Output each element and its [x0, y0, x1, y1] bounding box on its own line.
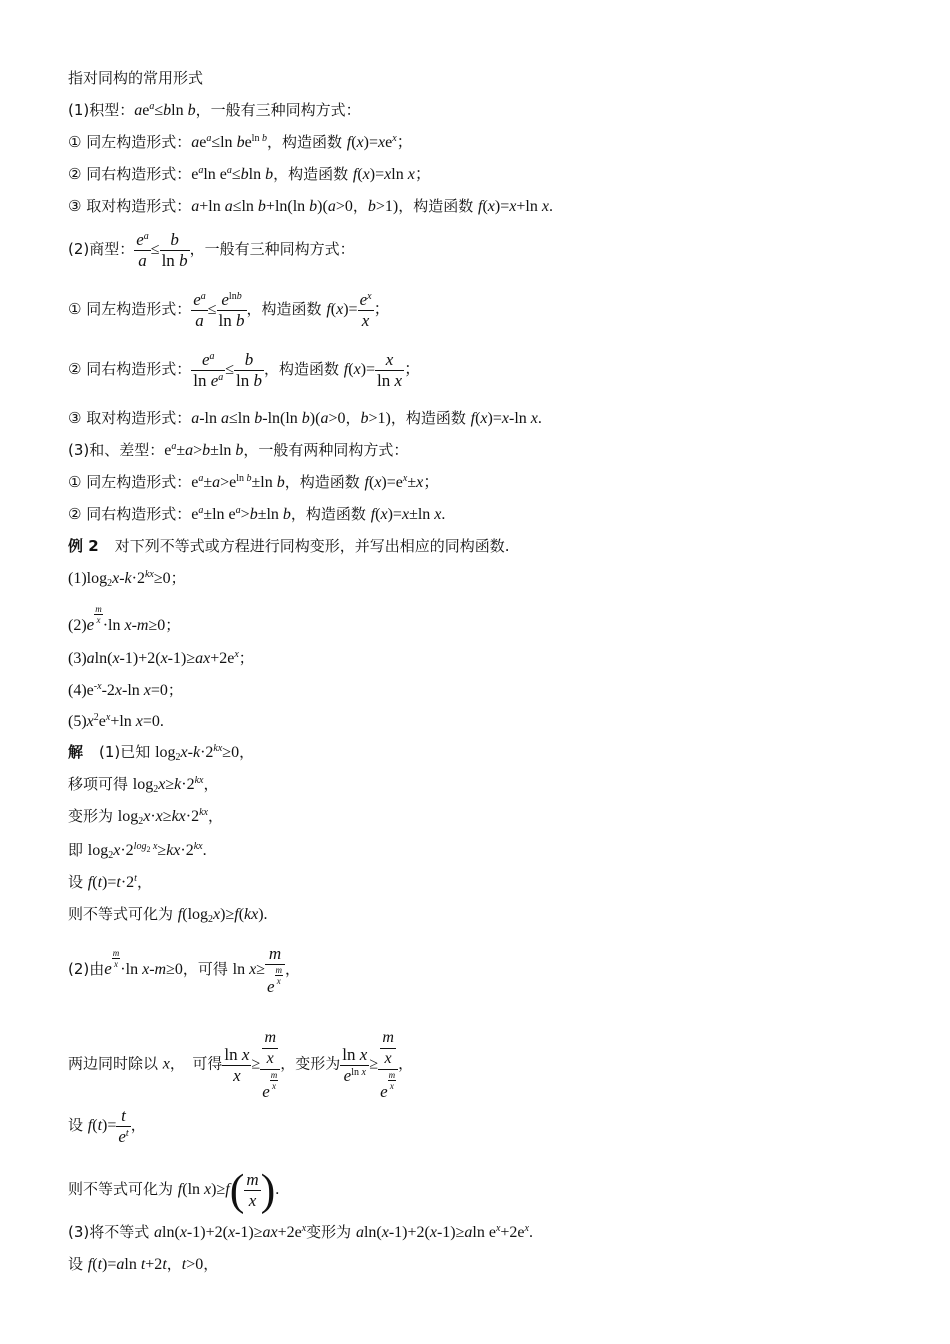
- solution-1-transform: 变形为 $\log_2x\cdot x\ge kx\cdot 2^{kx}$，: [68, 807, 223, 827]
- product-item-1: ① 同左构造形式：$ae^a\le\ln$ $be^{ln b}$，构造函数 $f(x)=xe^x$；: [68, 133, 413, 151]
- example-2: 例 2 对下列不等式或方程进行同构变形，并写出相应的同构函数.: [68, 537, 510, 555]
- solution-1-known: 解 (1)已知 $\log_2x-k\cdot 2^{kx}\ge 0$，: [68, 743, 255, 763]
- quotient-item-2: ② 同右构造形式： $\frac{e^a}{\ln e^a}$ ≤ $\frac{b}{\text{ln b}}$ ，构造函数 f(x)= $\frac{x}{\text{ln x}}$ ；: [68, 350, 421, 390]
- solution-1-i: 即 $\log_2x\cdot 2^{log_2 x}\ge kx\cdot 2^{kx}$.: [68, 841, 207, 861]
- solution-3-transform: (3)将不等式 $aln(x-1)+2(x-1)\ge ax+2e^x$变形为 aln(x-1)+2(x-1)≥aln $e^x+2e^x$.: [68, 1223, 533, 1241]
- solution-3-let: 设 f(t)=aln t+2t，t>0，: [68, 1255, 219, 1273]
- sum-item-2: ② 同右构造形式：$e^a\pm\ln$ $e^a>b\pm\ln$ b，构造函数 f(x)=x±ln x.: [68, 505, 446, 523]
- heading: 指对同构的常用形式: [68, 69, 204, 87]
- sum-item-1: ① 同左构造形式：$e^a\pm a>e^{ln b}\pm\ln$ b，构造函数 $f(x)=e^x\pm x$；: [68, 473, 440, 491]
- example-item-1: $(1)\log_2x-k\cdot 2^{kx}\ge 0$；: [68, 569, 186, 589]
- solution-1-then: 则不等式可化为 $f(\log_2x)\ge f(kx)$.: [68, 905, 268, 925]
- example-item-4: $(4)e^{-x}-2x-\ln$ x=0；: [68, 681, 183, 699]
- quotient-item-1: ① 同左构造形式： $\frac{e^a}{a}$ ≤ $\frac{e^{lnb}}{\text{ln b}}$ ，构造函数 f(x)= $\frac{e^x}{x}$ ；: [68, 290, 390, 330]
- sum-type-line: (3)和、差型：$e^a\pm a>b\pm\ln$ b，一般有两种同构方式：: [68, 441, 409, 459]
- product-item-3: ③ 取对构造形式：a+ln a≤ln b+ln(ln b)(a>0，b>1)，构造函数 f(x)=x+ln x.: [68, 197, 553, 215]
- solution-2-let: 设 f(t)= $\frac{t}{e^t}$ ，: [68, 1106, 146, 1146]
- product-type-line: (1)积型：$ae^a\le bln$ b，一般有三种同构方式：: [68, 101, 361, 119]
- solution-2-from: (2)由e $\frac{m}{x}$ ·ln x-m≥0，可得 ln x≥ m e $\frac{m}{x}$ ，: [68, 944, 301, 996]
- example-item-5: $(5)x^2e^x+\ln$ x=0.: [68, 712, 164, 730]
- quotient-item-3: ③ 取对构造形式：a-ln a≤ln b-ln(ln b)(a>0，b>1)，构造函数 f(x)=x-ln x.: [68, 409, 542, 427]
- product-item-2: ② 同右构造形式：$e^a\ln$ $e^a\le bln$ b，构造函数 f(x)=xln x；: [68, 165, 431, 183]
- solution-1-let: 设 $f(t)=t\cdot 2^t$，: [68, 873, 152, 891]
- example-item-3: $(3)aln(x-1)+2(x-1)\ge ax+2e^x$；: [68, 649, 254, 667]
- solution-2-divide: 两边同时除以 x， 可得 $\frac{\text{ln x}}{x}$ ≥ $\frac{m}{x}$ e $\frac{m}{x}$ ，变形为 $\frac{\text{ln x}}{e^{ln x}}$ ≥ $\frac{m}{x}$ e $\frac{m}{x}$ ，: [68, 1029, 414, 1101]
- quotient-type-line: (2)商型： $\frac{e^a}{a}$ ≤ $\frac{b}{\text{ln b}}$ ，一般有三种同构方式：: [68, 230, 355, 270]
- solution-1-move: 移项可得 $\log_2x\ge k\cdot 2^{kx}$，: [68, 775, 219, 795]
- example-item-2: (2)e $\frac{m}{x}$ ·ln x-m≥0；: [68, 604, 181, 634]
- solution-2-then: 则不等式可化为 f(ln x)≥f( $\frac{m}{x}$ ).: [68, 1165, 280, 1215]
